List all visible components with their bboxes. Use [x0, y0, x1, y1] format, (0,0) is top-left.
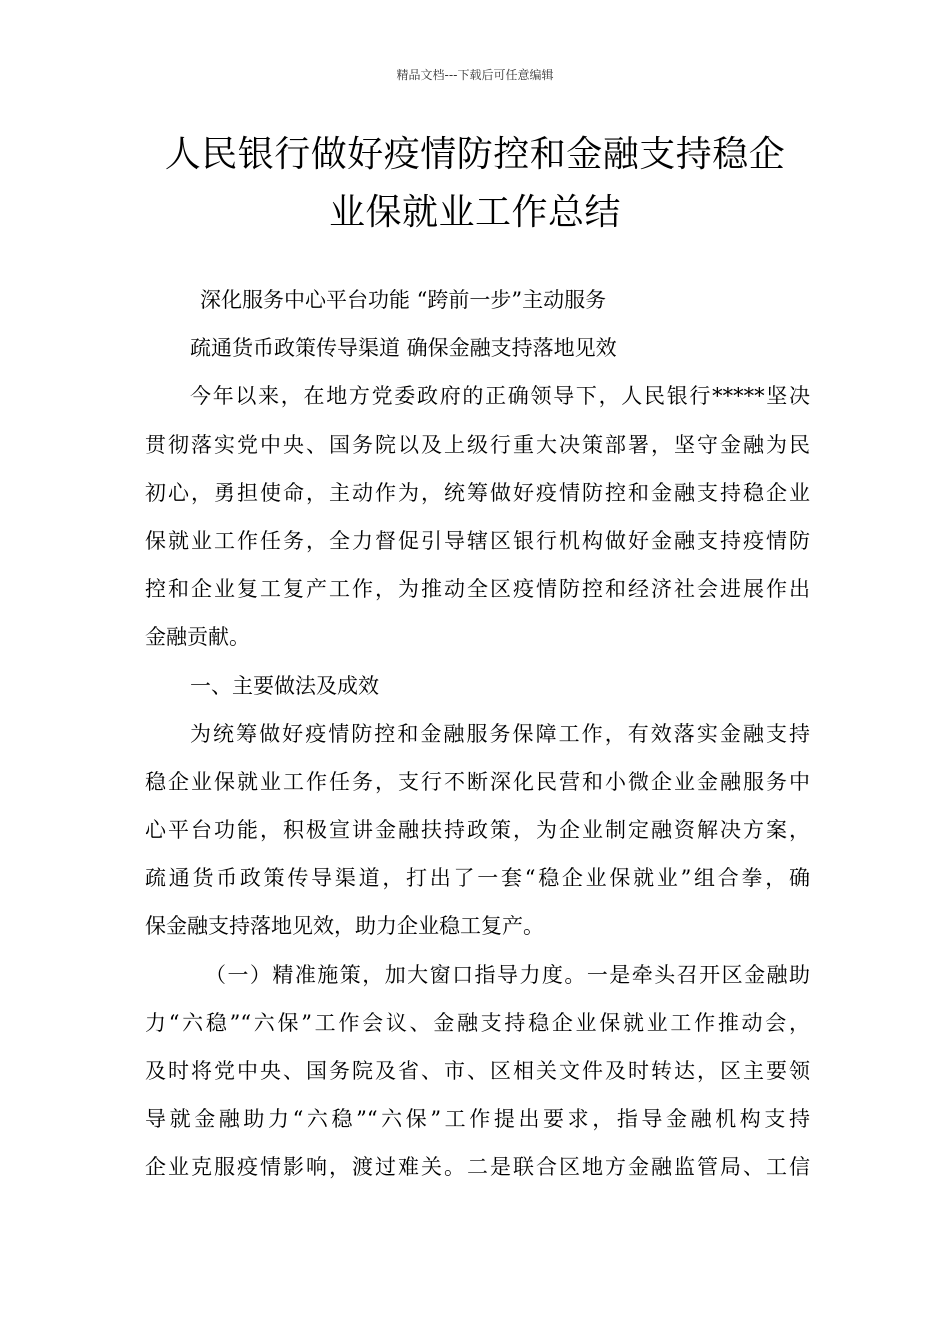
paragraph-line: 稳企业保就业工作任务，支行不断深化民营和小微企业金融服务中 — [145, 769, 810, 794]
paragraph-line: （一）精准施策，加大窗口指导力度。一是牵头召开区金融助 — [205, 962, 810, 987]
document-title — [140, 126, 810, 242]
paragraph-line: 金融贡献。 — [145, 625, 250, 650]
paragraph-line: 心平台功能，积极宣讲金融扶持政策，为企业制定融资解决方案， — [145, 818, 810, 843]
paragraph-line: 控和企业复工复产工作，为推动全区疫情防控和经济社会进展作出 — [145, 577, 810, 602]
paragraph-line: 贯彻落实党中央、国务院以及上级行重大决策部署，坚守金融为民 — [145, 432, 810, 457]
document-header-note: 精品文档---下载后可任意编辑 — [396, 68, 554, 82]
paragraph-line: 及时将党中央、国务院及省、市、区相关文件及时转达，区主要领 — [145, 1059, 810, 1083]
title-line-1: 人民银行做好疫情防控和金融支持稳企 — [164, 134, 786, 175]
title-line-2: 业保就业工作总结 — [328, 192, 621, 233]
paragraph-line: 力“六稳”“六保”工作会议、金融支持稳企业保就业工作推动会， — [145, 1010, 810, 1035]
paragraph-intro — [145, 372, 810, 661]
paragraph-methods — [145, 710, 810, 951]
paragraph-line: 企业克服疫情影响，渡过难关。二是联合区地方金融监管局、工信 — [145, 1155, 810, 1180]
section-heading: 一、主要做法及成效 — [190, 673, 379, 698]
paragraph-line: 为统筹做好疫情防控和金融服务保障工作，有效落实金融支持 — [190, 721, 810, 746]
paragraph-line: 保金融支持落地见效，助力企业稳工复产。 — [145, 914, 544, 939]
document-body — [145, 276, 810, 1192]
paragraph-line: 保就业工作任务，全力督促引导辖区银行机构做好金融支持疫情防 — [145, 528, 810, 553]
paragraph-measures — [145, 951, 810, 1192]
paragraph-line: 今年以来，在地方党委政府的正确领导下，人民银行*****坚决 — [190, 384, 810, 409]
subheading-1: 深化服务中心平台功能 “跨前一步”主动服务 — [200, 288, 607, 312]
paragraph-line: 初心，勇担使命，主动作为，统筹做好疫情防控和金融支持稳企业 — [145, 480, 810, 505]
subheading-2: 疏通货币政策传导渠道 确保金融支持落地见效 — [190, 336, 617, 361]
paragraph-line: 导就金融助力“六稳”“六保”工作提出要求，指导金融机构支持 — [145, 1107, 810, 1132]
paragraph-line: 疏通货币政策传导渠道，打出了一套“稳企业保就业”组合拳，确 — [145, 866, 810, 891]
